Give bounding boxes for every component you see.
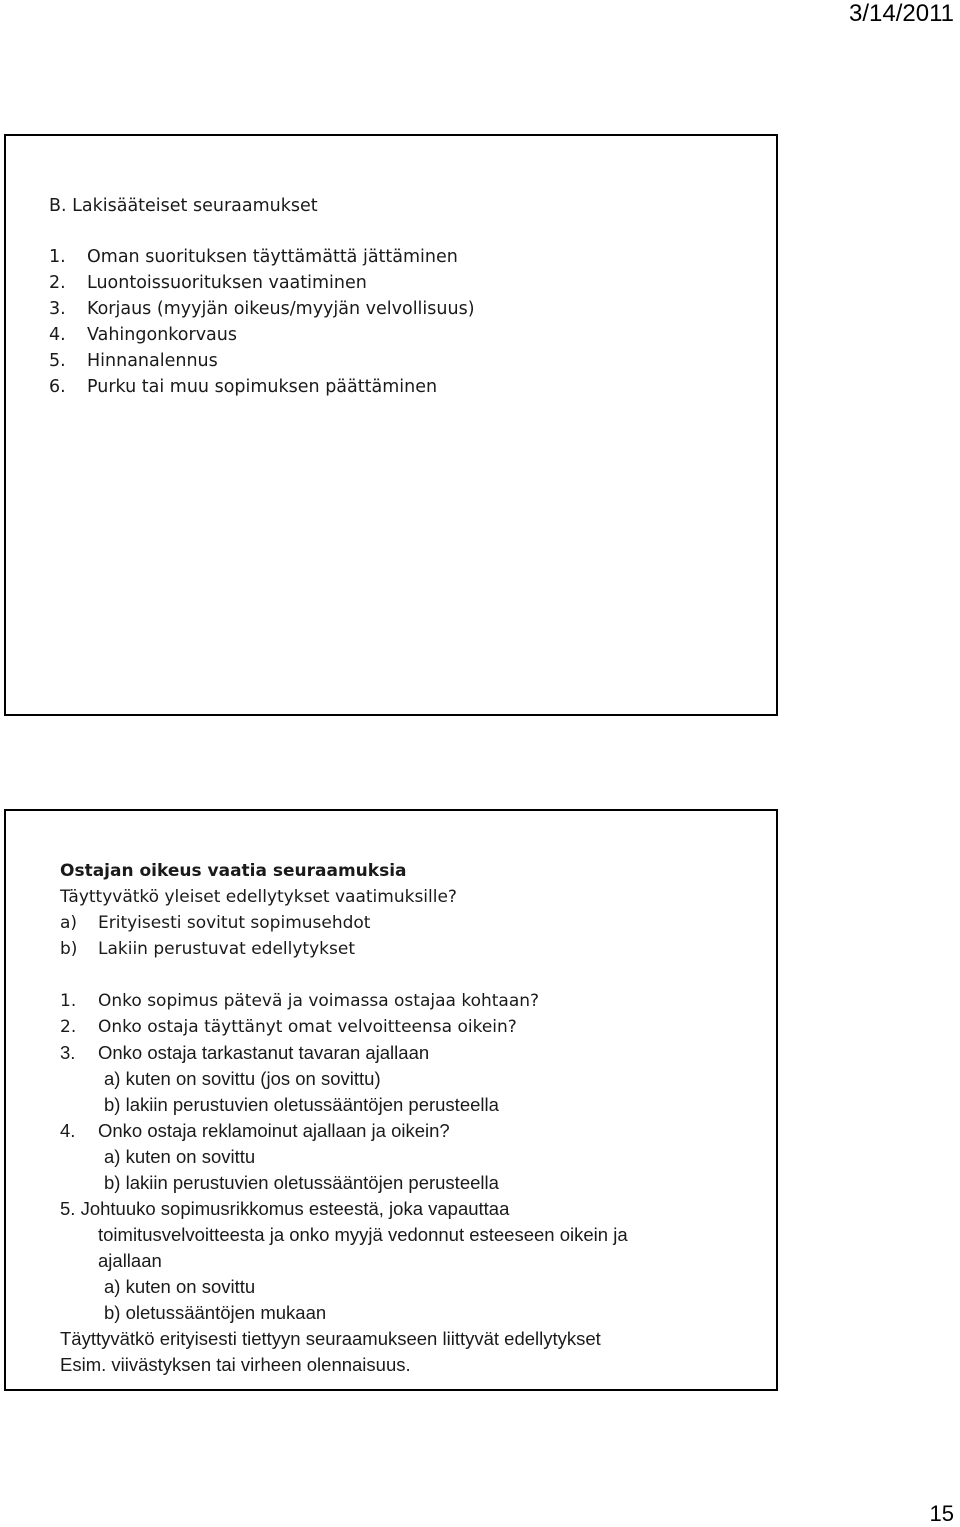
list-text: Vahingonkorvaus xyxy=(87,325,237,345)
list-text: Onko sopimus pätevä ja voimassa ostajaa kohtaan? xyxy=(98,991,540,1011)
list-item-5-line2: toimitusvelvoitteesta ja onko myyjä vedonnut esteeseen oikein ja xyxy=(98,1224,628,1245)
slide2-intro: Täyttyvätkö yleiset edellytykset vaatimuksille? xyxy=(60,887,457,907)
list-number: 4. xyxy=(49,325,66,345)
list-number: 2. xyxy=(49,273,66,293)
list-item-5-line3: ajallaan xyxy=(98,1250,162,1271)
consequences-list xyxy=(49,244,475,400)
list-text: Onko ostaja täyttänyt omat velvoitteensa oikein? xyxy=(98,1017,517,1037)
list-item xyxy=(49,296,475,322)
slide-buyer-rights xyxy=(4,809,778,1391)
slide1-content xyxy=(49,193,475,400)
list-item-5-line1: 5. Johtuuko sopimusrikkomus esteestä, joka vapauttaa xyxy=(60,1198,510,1219)
slide2-content xyxy=(60,858,760,1378)
list-item xyxy=(60,1118,760,1144)
sub-item: b) oletussääntöjen mukaan xyxy=(104,1302,327,1323)
list-item xyxy=(60,936,760,962)
slide1-title: B. Lakisääteiset seuraamukset xyxy=(49,196,318,216)
sub-item: a) kuten on sovittu xyxy=(104,1146,256,1167)
sub-item: a) kuten on sovittu (jos on sovittu) xyxy=(104,1068,381,1089)
list-number: 1. xyxy=(60,991,77,1011)
slide-legal-consequences xyxy=(4,134,778,716)
list-item xyxy=(60,988,760,1014)
list-text: Korjaus (myyjän oikeus/myyjän velvollisuus) xyxy=(87,299,475,319)
list-number: 3. xyxy=(49,299,66,319)
page-number: 15 xyxy=(929,1501,954,1526)
list-text: Onko ostaja reklamoinut ajallaan ja oikein? xyxy=(98,1120,450,1141)
list-item xyxy=(49,322,475,348)
list-letter: a) xyxy=(60,913,78,933)
spacer xyxy=(60,962,760,988)
slide2-outro-line2: Esim. viivästyksen tai virheen olennaisuus. xyxy=(60,1354,411,1375)
list-number: 6. xyxy=(49,377,66,397)
sub-item: b) lakiin perustuvien oletussääntöjen perusteella xyxy=(104,1094,499,1115)
list-number: 2. xyxy=(60,1017,77,1037)
list-text: Luontoissuorituksen vaatiminen xyxy=(87,273,367,293)
list-text: Onko ostaja tarkastanut tavaran ajallaan xyxy=(98,1042,430,1063)
sub-item: b) lakiin perustuvien oletussääntöjen perusteella xyxy=(104,1172,499,1193)
date-header: 3/14/2011 xyxy=(849,0,954,27)
list-item xyxy=(60,1014,760,1040)
list-number: 4. xyxy=(60,1120,76,1141)
list-number: 1. xyxy=(49,247,66,267)
list-text: Oman suorituksen täyttämättä jättäminen xyxy=(87,247,458,267)
list-item xyxy=(49,270,475,296)
slide2-outro-line1: Täyttyvätkö erityisesti tiettyyn seuraamukseen liittyvät edellytykset xyxy=(60,1328,601,1349)
list-item xyxy=(49,374,475,400)
list-letter: b) xyxy=(60,939,78,959)
list-text: Erityisesti sovitut sopimusehdot xyxy=(98,913,371,933)
sub-item: a) kuten on sovittu xyxy=(104,1276,256,1297)
list-item xyxy=(49,348,475,374)
list-text: Hinnanalennus xyxy=(87,351,218,371)
slide2-title: Ostajan oikeus vaatia seuraamuksia xyxy=(60,861,407,881)
list-item xyxy=(60,1040,760,1066)
list-text: Lakiin perustuvat edellytykset xyxy=(98,939,355,959)
list-number: 3. xyxy=(60,1042,76,1063)
list-text: Purku tai muu sopimuksen päättäminen xyxy=(87,377,438,397)
list-number: 5. xyxy=(49,351,66,371)
list-item xyxy=(60,910,760,936)
list-item xyxy=(49,244,475,270)
